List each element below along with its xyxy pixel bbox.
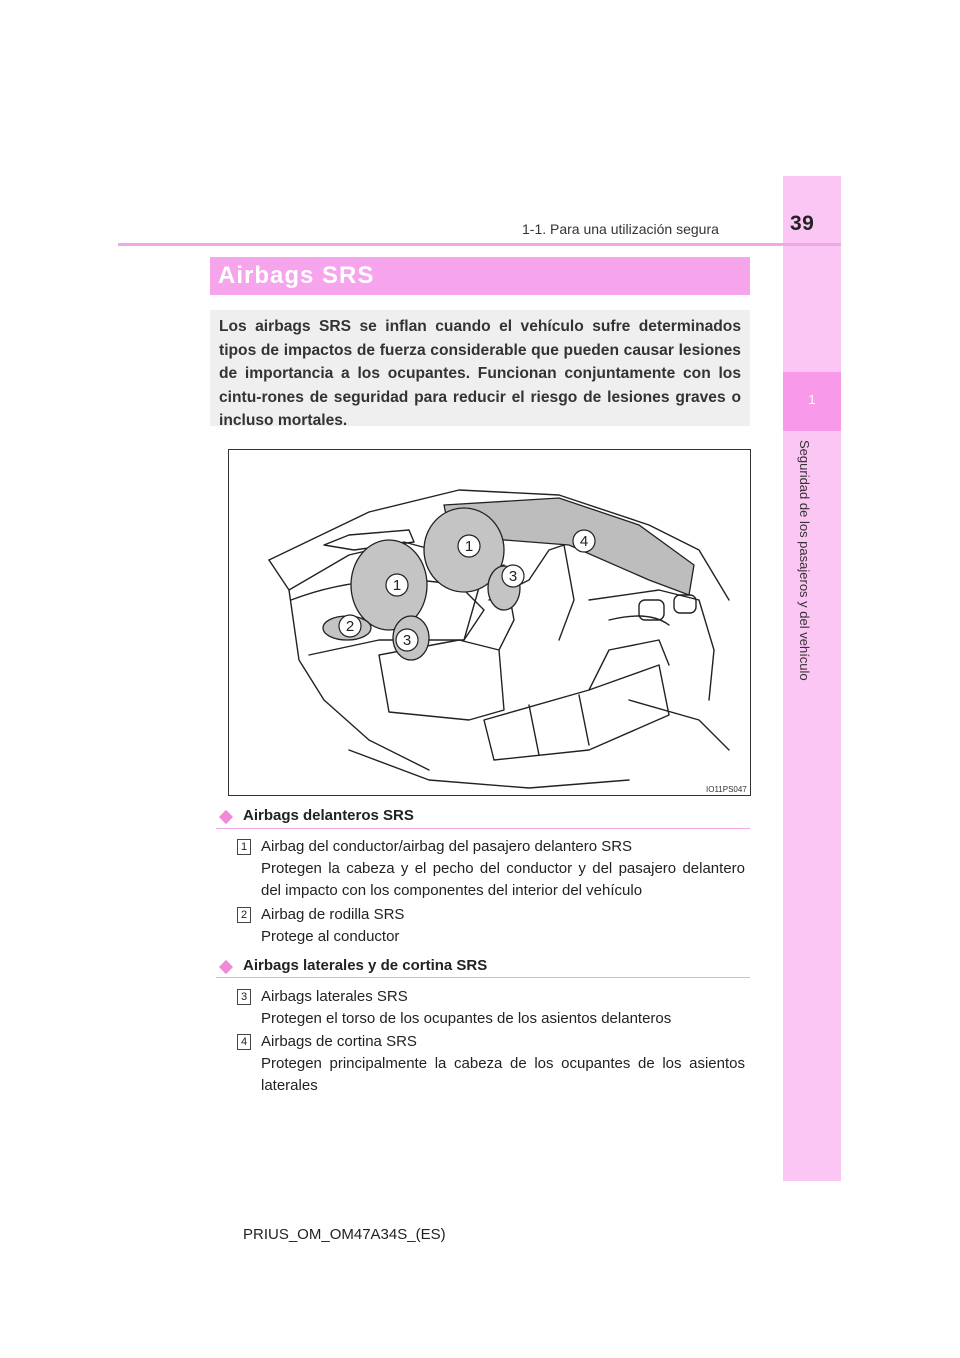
section-heading-side: Airbags laterales y de cortina SRS [243, 957, 488, 974]
callout-3a: 3 [402, 632, 412, 649]
section-heading-front: Airbags delanteros SRS [243, 807, 414, 824]
item-number: 4 [237, 1034, 251, 1050]
item-number: 3 [237, 989, 251, 1005]
page-number: 39 [790, 212, 815, 235]
intro-text: Los airbags SRS se inflan cuando el vehículo sufre determinados tipos de impactos de fuerza considerable que pueden causar lesiones de importancia a los ocupantes. Funcionan conjuntamente con los cintu-rones de seguridad para reducir el riesgo de lesiones graves o incluso mortales. [219, 318, 741, 429]
document-footer: PRIUS_OM_OM47A34S_(ES) [243, 1226, 446, 1243]
item-number: 1 [237, 839, 251, 855]
callout-1b: 1 [464, 538, 474, 555]
side-tab [783, 176, 841, 1181]
section-rule [216, 977, 750, 978]
item-text [261, 1031, 745, 1097]
chapter-number: 1 [808, 392, 816, 407]
item-description: Protegen el torso de los ocupantes de los asientos delanteros [261, 1010, 672, 1027]
item-number: 2 [237, 907, 251, 923]
callout-2: 2 [345, 618, 355, 635]
item-description: Protegen principalmente la cabeza de los ocupantes de los asientos laterales [261, 1055, 745, 1094]
section-rule [216, 828, 750, 829]
item-title: Airbag del conductor/airbag del pasajero delantero SRS [261, 838, 633, 855]
airbag-illustration [228, 449, 751, 796]
callout-3b: 3 [508, 568, 518, 585]
item-description: Protege al conductor [261, 928, 400, 945]
item-text [261, 986, 745, 1030]
diamond-bullet-icon [219, 810, 233, 824]
section-reference: 1-1. Para una utilización segura [522, 221, 719, 237]
item-text [261, 904, 745, 948]
callout-1a: 1 [392, 577, 402, 594]
illustration-code: IO11PS047 [706, 785, 747, 794]
item-title: Airbag de rodilla SRS [261, 906, 405, 923]
item-title: Airbags laterales SRS [261, 988, 408, 1005]
item-text [261, 836, 745, 902]
item-title: Airbags de cortina SRS [261, 1033, 417, 1050]
header-rule [118, 243, 841, 246]
chapter-title: Seguridad de los pasajeros y del vehículo [797, 440, 812, 681]
car-interior-drawing [229, 450, 750, 795]
callout-4: 4 [579, 533, 589, 550]
page-title: Airbags SRS [218, 262, 375, 289]
diamond-bullet-icon [219, 960, 233, 974]
item-description: Protegen la cabeza y el pecho del conductor y del pasajero delantero del impacto con los componentes del interior del vehículo [261, 860, 745, 899]
